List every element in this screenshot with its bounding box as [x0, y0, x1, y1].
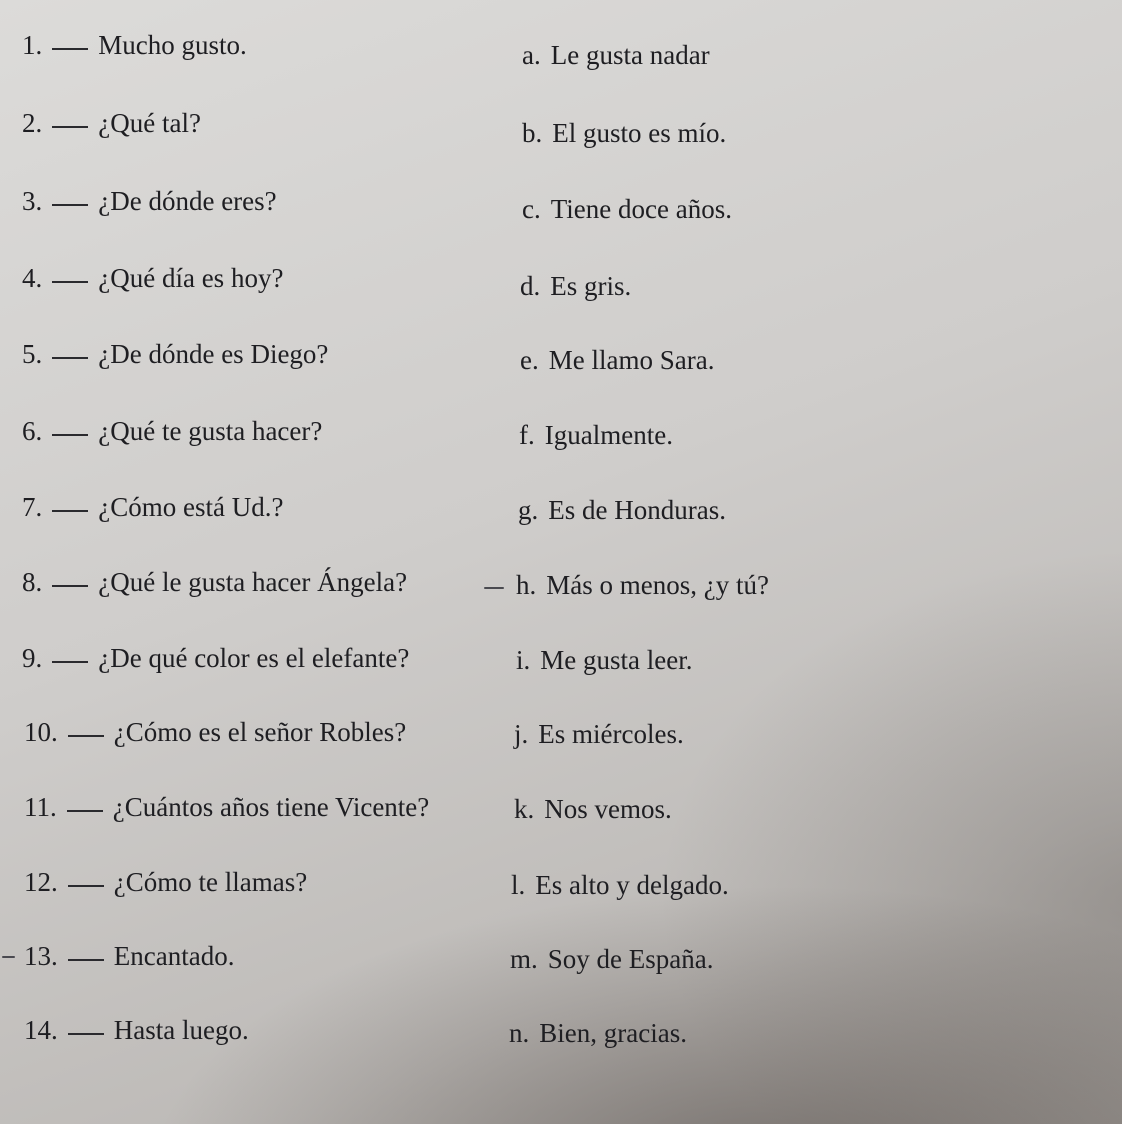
- answer-blank[interactable]: [68, 735, 104, 737]
- question-item: [22, 567, 407, 598]
- question-text: ¿Cómo es el señor Robles?: [113, 717, 407, 747]
- answer-option: [509, 1018, 687, 1049]
- answer-text: Soy de España.: [547, 944, 714, 974]
- pencil-mark: [2, 956, 15, 958]
- matching-row: [0, 492, 1122, 532]
- answer-option: [522, 40, 710, 71]
- question-text: ¿De qué color es el elefante?: [98, 643, 410, 673]
- matching-row: [0, 1015, 1122, 1055]
- matching-row: [0, 643, 1122, 683]
- answer-option: [510, 944, 713, 975]
- question-number: 10.: [24, 717, 58, 747]
- pencil-mark: [484, 587, 504, 589]
- matching-row: [0, 567, 1122, 607]
- answer-text: Más o menos, ¿y tú?: [546, 570, 769, 600]
- question-text: Mucho gusto.: [98, 30, 247, 60]
- question-number: 4.: [22, 263, 43, 293]
- answer-option: [516, 645, 692, 676]
- answer-text: Es gris.: [550, 271, 632, 301]
- question-text: ¿Cómo está Ud.?: [98, 492, 284, 522]
- question-item: [22, 339, 328, 370]
- answer-letter: m.: [510, 944, 538, 974]
- question-number: 7.: [22, 492, 43, 522]
- answer-letter: h.: [516, 570, 537, 600]
- question-number: 14.: [24, 1015, 58, 1045]
- answer-letter: l.: [511, 870, 526, 900]
- question-item: [22, 416, 322, 447]
- question-item: [22, 263, 283, 294]
- answer-option: [514, 719, 684, 750]
- answer-blank[interactable]: [68, 1033, 104, 1035]
- question-number: 6.: [22, 416, 43, 446]
- answer-blank[interactable]: [52, 510, 88, 512]
- answer-text: Me gusta leer.: [540, 645, 693, 675]
- answer-letter: d.: [520, 271, 541, 301]
- answer-option: [519, 420, 673, 451]
- question-text: ¿De dónde es Diego?: [98, 339, 329, 369]
- matching-row: [0, 186, 1122, 226]
- question-text: ¿De dónde eres?: [98, 186, 277, 216]
- answer-blank[interactable]: [52, 281, 88, 283]
- question-item: [24, 941, 234, 972]
- answer-option: [514, 794, 672, 825]
- answer-text: Le gusta nadar: [550, 40, 710, 70]
- matching-row: [0, 792, 1122, 832]
- matching-row: [0, 30, 1122, 70]
- question-item: [24, 717, 406, 748]
- question-number: 13.: [24, 941, 58, 971]
- answer-blank[interactable]: [68, 885, 104, 887]
- answer-text: Tiene doce años.: [550, 194, 732, 224]
- answer-blank[interactable]: [52, 357, 88, 359]
- answer-option: [518, 495, 726, 526]
- answer-letter: j.: [514, 719, 529, 749]
- question-text: ¿Qué día es hoy?: [98, 263, 284, 293]
- answer-text: Nos vemos.: [544, 794, 672, 824]
- answer-option: [520, 345, 714, 376]
- question-item: [22, 186, 277, 217]
- answer-text: El gusto es mío.: [552, 118, 727, 148]
- question-item: [24, 1015, 249, 1046]
- question-number: 12.: [24, 867, 58, 897]
- answer-text: Me llamo Sara.: [548, 345, 715, 375]
- question-item: [22, 108, 201, 139]
- answer-option: [522, 118, 726, 149]
- matching-row: [0, 416, 1122, 456]
- answer-letter: e.: [520, 345, 539, 375]
- answer-letter: k.: [514, 794, 535, 824]
- answer-blank[interactable]: [52, 126, 88, 128]
- answer-letter: f.: [519, 420, 535, 450]
- question-text: Hasta luego.: [113, 1015, 249, 1045]
- question-text: ¿Cuántos años tiene Vicente?: [112, 792, 430, 822]
- question-number: 1.: [22, 30, 43, 60]
- matching-row: [0, 108, 1122, 148]
- answer-blank[interactable]: [52, 661, 88, 663]
- question-item: [22, 643, 409, 674]
- matching-row: [0, 867, 1122, 907]
- answer-text: Igualmente.: [544, 420, 673, 450]
- question-text: ¿Qué le gusta hacer Ángela?: [98, 567, 408, 597]
- answer-blank[interactable]: [67, 810, 103, 812]
- question-item: [24, 867, 307, 898]
- question-number: 5.: [22, 339, 43, 369]
- question-number: 2.: [22, 108, 43, 138]
- answer-text: Es miércoles.: [538, 719, 684, 749]
- question-text: ¿Qué te gusta hacer?: [98, 416, 323, 446]
- answer-letter: c.: [522, 194, 541, 224]
- answer-option: [522, 194, 732, 225]
- matching-row: [0, 339, 1122, 379]
- answer-option: [511, 870, 729, 901]
- question-number: 9.: [22, 643, 43, 673]
- answer-letter: b.: [522, 118, 543, 148]
- question-text: ¿Qué tal?: [98, 108, 201, 138]
- answer-text: Bien, gracias.: [539, 1018, 687, 1048]
- question-number: 8.: [22, 567, 43, 597]
- answer-letter: i.: [516, 645, 531, 675]
- question-text: Encantado.: [113, 941, 235, 971]
- answer-letter: a.: [522, 40, 541, 70]
- answer-blank[interactable]: [52, 204, 88, 206]
- question-number: 11.: [24, 792, 57, 822]
- answer-letter: n.: [509, 1018, 530, 1048]
- answer-blank[interactable]: [52, 434, 88, 436]
- answer-blank[interactable]: [52, 48, 88, 50]
- matching-row: [0, 263, 1122, 303]
- matching-row: [0, 941, 1122, 981]
- question-item: [22, 30, 247, 61]
- question-item: [22, 492, 283, 523]
- answer-text: Es alto y delgado.: [535, 870, 729, 900]
- answer-option: [520, 271, 631, 302]
- question-item: [24, 792, 429, 823]
- answer-option: [516, 570, 769, 601]
- answer-blank[interactable]: [68, 959, 104, 961]
- matching-row: [0, 717, 1122, 757]
- answer-blank[interactable]: [52, 585, 88, 587]
- question-text: ¿Cómo te llamas?: [113, 867, 308, 897]
- question-number: 3.: [22, 186, 43, 216]
- answer-letter: g.: [518, 495, 539, 525]
- answer-text: Es de Honduras.: [548, 495, 726, 525]
